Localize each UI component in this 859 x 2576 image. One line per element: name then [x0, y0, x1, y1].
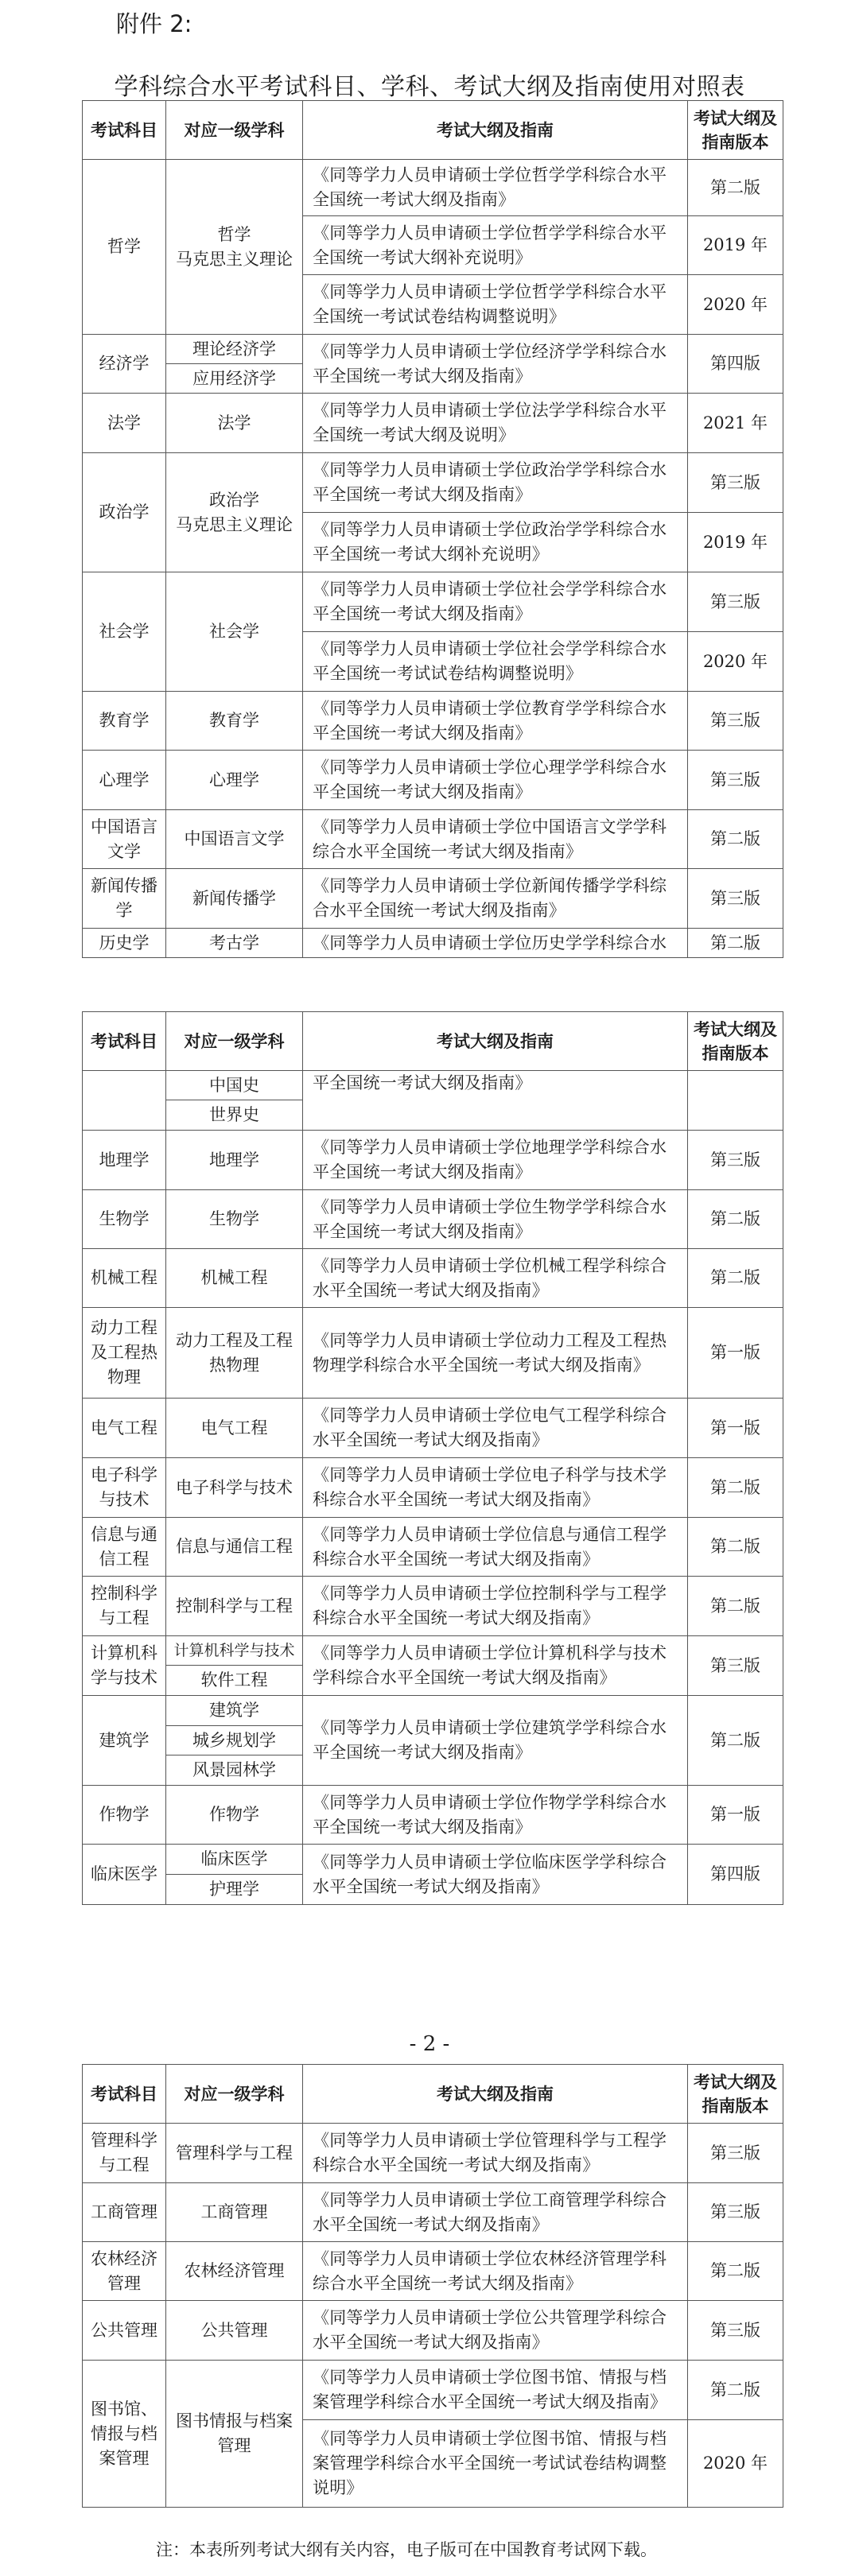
subject-cell: 建筑学 — [83, 1696, 166, 1786]
discipline-cell: 地理学 — [166, 1131, 303, 1190]
guide-cell: 《同等学力人员申请硕士学位历史学学科综合水 — [303, 929, 688, 958]
guide-cell: 《同等学力人员申请硕士学位哲学学科综合水平全国统一考试大纲补充说明》 — [303, 216, 688, 275]
subject-cell: 新闻传播 学 — [83, 869, 166, 929]
discipline-cell: 管理科学与工程 — [166, 2124, 303, 2183]
table-header-row — [83, 1012, 783, 1071]
version-cell: 第三版 — [688, 453, 783, 513]
version-cell: 第一版 — [688, 1308, 783, 1399]
discipline-cell: 心理学 — [166, 751, 303, 810]
guide-cell: 《同等学力人员申请硕士学位计算机科学与技术学科综合水平全国统一考试大纲及指南》 — [303, 1636, 688, 1696]
subject-cell: 临床医学 — [83, 1845, 166, 1905]
subject-cell: 电子科学 与技术 — [83, 1458, 166, 1518]
subject-cell: 心理学 — [83, 751, 166, 810]
subject-cell: 工商管理 — [83, 2183, 166, 2242]
guide-cell: 《同等学力人员申请硕士学位经济学学科综合水平全国统一考试大纲及指南》 — [303, 335, 688, 394]
guide-cell: 《同等学力人员申请硕士学位哲学学科综合水平全国统一考试试卷结构调整说明》 — [303, 275, 688, 335]
col-header-version: 考试大纲及指南版本 — [688, 2065, 783, 2124]
subject-cell: 图书馆、 情报与档 案管理 — [83, 2361, 166, 2508]
discipline-cell: 中国语言文学 — [166, 810, 303, 869]
version-cell: 2019 年 — [688, 216, 783, 275]
discipline-cell: 法学 — [166, 394, 303, 453]
subject-cell: 动力工程 及工程热 物理 — [83, 1308, 166, 1399]
subject-cell: 地理学 — [83, 1131, 166, 1190]
version-cell: 第二版 — [688, 2242, 783, 2301]
version-cell: 第四版 — [688, 1845, 783, 1905]
subject-cell: 农林经济 管理 — [83, 2242, 166, 2301]
discipline-cell: 农林经济管理 — [166, 2242, 303, 2301]
guide-cell: 《同等学力人员申请硕士学位电子科学与技术学科综合水平全国统一考试大纲及指南》 — [303, 1458, 688, 1518]
subject-cell: 哲学 — [83, 160, 166, 335]
table-header-row — [83, 101, 783, 160]
col-header-discipline: 对应一级学科 — [166, 101, 303, 160]
table-row — [83, 2183, 783, 2242]
subject-cell: 中国语言 文学 — [83, 810, 166, 869]
col-header-discipline: 对应一级学科 — [166, 2065, 303, 2124]
discipline-cell: 电气工程 — [166, 1399, 303, 1458]
col-header-subject: 考试科目 — [83, 1012, 166, 1071]
table-row — [83, 572, 783, 632]
discipline-cell: 软件工程 — [166, 1666, 303, 1696]
table-row — [83, 1636, 783, 1666]
table-row — [83, 160, 783, 216]
version-cell: 第二版 — [688, 1696, 783, 1786]
guide-cell: 《同等学力人员申请硕士学位机械工程学科综合水平全国统一考试大纲及指南》 — [303, 1249, 688, 1308]
table-row — [83, 1131, 783, 1190]
guide-cell: 《同等学力人员申请硕士学位控制科学与工程学科综合水平全国统一考试大纲及指南》 — [303, 1577, 688, 1636]
subject-cell: 电气工程 — [83, 1399, 166, 1458]
version-cell: 第二版 — [688, 1190, 783, 1249]
guide-cell: 《同等学力人员申请硕士学位动力工程及工程热物理学科综合水平全国统一考试大纲及指南》 — [303, 1308, 688, 1399]
version-cell: 第二版 — [688, 1249, 783, 1308]
version-cell: 2021 年 — [688, 394, 783, 453]
version-cell: 2020 年 — [688, 275, 783, 335]
guide-cell: 《同等学力人员申请硕士学位临床医学学科综合水平全国统一考试大纲及指南》 — [303, 1845, 688, 1905]
version-cell: 第三版 — [688, 572, 783, 632]
table-part-3 — [82, 2064, 783, 2508]
version-cell: 第二版 — [688, 160, 783, 216]
guide-cell: 《同等学力人员申请硕士学位图书馆、情报与档案管理学科综合水平全国统一考试大纲及指南》 — [303, 2361, 688, 2420]
discipline-cell: 建筑学 — [166, 1696, 303, 1726]
guide-cell: 《同等学力人员申请硕士学位心理学学科综合水平全国统一考试大纲及指南》 — [303, 751, 688, 810]
subject-cell: 教育学 — [83, 692, 166, 751]
table-header-row — [83, 2065, 783, 2124]
discipline-cell: 计算机科学与技术 — [166, 1636, 303, 1666]
table-row — [83, 869, 783, 929]
table-row — [83, 1577, 783, 1636]
guide-cell: 《同等学力人员申请硕士学位建筑学学科综合水平全国统一考试大纲及指南》 — [303, 1696, 688, 1786]
guide-cell: 《同等学力人员申请硕士学位工商管理学科综合水平全国统一考试大纲及指南》 — [303, 2183, 688, 2242]
subject-cell: 社会学 — [83, 572, 166, 692]
version-cell: 第三版 — [688, 2124, 783, 2183]
table-row — [83, 335, 783, 364]
version-cell: 第三版 — [688, 1131, 783, 1190]
table-row — [83, 1786, 783, 1845]
discipline-cell: 信息与通信工程 — [166, 1518, 303, 1577]
table-row — [83, 1399, 783, 1458]
subject-cell: 计算机科 学与技术 — [83, 1636, 166, 1696]
guide-cell: 《同等学力人员申请硕士学位社会学学科综合水平全国统一考试大纲及指南》 — [303, 572, 688, 632]
table-row — [83, 2242, 783, 2301]
version-cell — [688, 1071, 783, 1131]
guide-cell: 《同等学力人员申请硕士学位信息与通信工程学科综合水平全国统一考试大纲及指南》 — [303, 1518, 688, 1577]
col-header-guide: 考试大纲及指南 — [303, 1012, 688, 1071]
guide-cell: 《同等学力人员申请硕士学位教育学学科综合水平全国统一考试大纲及指南》 — [303, 692, 688, 751]
version-cell: 第三版 — [688, 2183, 783, 2242]
guide-cell: 《同等学力人员申请硕士学位公共管理学科综合水平全国统一考试大纲及指南》 — [303, 2301, 688, 2361]
guide-cell: 《同等学力人员申请硕士学位作物学学科综合水平全国统一考试大纲及指南》 — [303, 1786, 688, 1845]
discipline-cell: 风景园林学 — [166, 1755, 303, 1786]
version-cell: 2019 年 — [688, 513, 783, 572]
table-row — [83, 2361, 783, 2420]
discipline-cell: 公共管理 — [166, 2301, 303, 2361]
guide-cell: 《同等学力人员申请硕士学位法学学科综合水平全国统一考试大纲及说明》 — [303, 394, 688, 453]
discipline-cell: 考古学 — [166, 929, 303, 958]
discipline-cell: 图书情报与档案 管理 — [166, 2361, 303, 2508]
table-row — [83, 1696, 783, 1726]
col-header-subject: 考试科目 — [83, 101, 166, 160]
table-row — [83, 1071, 783, 1100]
table-row — [83, 1249, 783, 1308]
subject-cell: 公共管理 — [83, 2301, 166, 2361]
discipline-cell: 新闻传播学 — [166, 869, 303, 929]
guide-cell: 《同等学力人员申请硕士学位地理学学科综合水平全国统一考试大纲及指南》 — [303, 1131, 688, 1190]
discipline-cell: 动力工程及工程 热物理 — [166, 1308, 303, 1399]
discipline-cell: 哲学 马克思主义理论 — [166, 160, 303, 335]
table-row — [83, 810, 783, 869]
version-cell: 第一版 — [688, 1399, 783, 1458]
table-row — [83, 1190, 783, 1249]
table-row — [83, 1518, 783, 1577]
subject-cell — [83, 1071, 166, 1131]
version-cell: 第三版 — [688, 1636, 783, 1696]
discipline-cell: 世界史 — [166, 1100, 303, 1131]
version-cell: 第三版 — [688, 869, 783, 929]
table-part-2 — [82, 1011, 783, 1905]
col-header-subject: 考试科目 — [83, 2065, 166, 2124]
version-cell: 2020 年 — [688, 632, 783, 692]
version-cell: 第二版 — [688, 929, 783, 958]
discipline-cell: 教育学 — [166, 692, 303, 751]
subject-cell: 作物学 — [83, 1786, 166, 1845]
guide-cell: 《同等学力人员申请硕士学位哲学学科综合水平全国统一考试大纲及指南》 — [303, 160, 688, 216]
table-row — [83, 453, 783, 513]
discipline-cell: 中国史 — [166, 1071, 303, 1100]
discipline-cell: 机械工程 — [166, 1249, 303, 1308]
col-header-discipline: 对应一级学科 — [166, 1012, 303, 1071]
table-row — [83, 929, 783, 958]
version-cell: 2020 年 — [688, 2420, 783, 2508]
discipline-cell: 城乡规划学 — [166, 1726, 303, 1755]
discipline-cell: 生物学 — [166, 1190, 303, 1249]
guide-cell: 《同等学力人员申请硕士学位新闻传播学学科综合水平全国统一考试大纲及指南》 — [303, 869, 688, 929]
table-row — [83, 751, 783, 810]
table-part-1 — [82, 100, 783, 958]
version-cell: 第三版 — [688, 692, 783, 751]
discipline-cell: 临床医学 — [166, 1845, 303, 1875]
subject-cell: 控制科学 与工程 — [83, 1577, 166, 1636]
guide-cell: 《同等学力人员申请硕士学位电气工程学科综合水平全国统一考试大纲及指南》 — [303, 1399, 688, 1458]
col-header-version: 考试大纲及指南版本 — [688, 1012, 783, 1071]
footnote: 注：本表所列考试大纲有关内容，电子版可在中国教育考试网下载。 — [156, 2540, 657, 2559]
subject-cell: 信息与通 信工程 — [83, 1518, 166, 1577]
guide-cell: 《同等学力人员申请硕士学位图书馆、情报与档案管理学科综合水平全国统一考试试卷结构调整说明》 — [303, 2420, 688, 2508]
table-row — [83, 2301, 783, 2361]
discipline-cell: 理论经济学 — [166, 335, 303, 364]
table-row — [83, 1458, 783, 1518]
col-header-guide: 考试大纲及指南 — [303, 101, 688, 160]
guide-cell: 《同等学力人员申请硕士学位政治学学科综合水平全国统一考试大纲补充说明》 — [303, 513, 688, 572]
table-row — [83, 2124, 783, 2183]
subject-cell: 管理科学 与工程 — [83, 2124, 166, 2183]
discipline-cell: 政治学 马克思主义理论 — [166, 453, 303, 572]
discipline-cell: 控制科学与工程 — [166, 1577, 303, 1636]
discipline-cell: 工商管理 — [166, 2183, 303, 2242]
guide-cell: 《同等学力人员申请硕士学位中国语言文学学科综合水平全国统一考试大纲及指南》 — [303, 810, 688, 869]
version-cell: 第二版 — [688, 2361, 783, 2420]
attachment-label: 附件 2: — [116, 10, 192, 37]
version-cell: 第一版 — [688, 1786, 783, 1845]
discipline-cell: 电子科学与技术 — [166, 1458, 303, 1518]
version-cell: 第四版 — [688, 335, 783, 394]
subject-cell: 政治学 — [83, 453, 166, 572]
table-row — [83, 394, 783, 453]
subject-cell: 机械工程 — [83, 1249, 166, 1308]
table-row — [83, 1845, 783, 1875]
table-row — [83, 1308, 783, 1399]
version-cell: 第二版 — [688, 1458, 783, 1518]
discipline-cell: 应用经济学 — [166, 364, 303, 394]
subject-cell: 经济学 — [83, 335, 166, 394]
subject-cell: 生物学 — [83, 1190, 166, 1249]
page-number: - 2 - — [409, 2032, 450, 2056]
page-title: 学科综合水平考试科目、学科、考试大纲及指南使用对照表 — [114, 73, 745, 101]
guide-cell: 平全国统一考试大纲及指南》 — [303, 1071, 688, 1131]
discipline-cell: 护理学 — [166, 1875, 303, 1905]
guide-cell: 《同等学力人员申请硕士学位生物学学科综合水平全国统一考试大纲及指南》 — [303, 1190, 688, 1249]
discipline-cell: 社会学 — [166, 572, 303, 692]
guide-cell: 《同等学力人员申请硕士学位政治学学科综合水平全国统一考试大纲及指南》 — [303, 453, 688, 513]
version-cell: 第三版 — [688, 751, 783, 810]
discipline-cell: 作物学 — [166, 1786, 303, 1845]
col-header-version: 考试大纲及指南版本 — [688, 101, 783, 160]
version-cell: 第二版 — [688, 1577, 783, 1636]
version-cell: 第二版 — [688, 1518, 783, 1577]
guide-cell: 《同等学力人员申请硕士学位社会学学科综合水平全国统一考试试卷结构调整说明》 — [303, 632, 688, 692]
subject-cell: 法学 — [83, 394, 166, 453]
guide-cell: 《同等学力人员申请硕士学位农林经济管理学科综合水平全国统一考试大纲及指南》 — [303, 2242, 688, 2301]
table-row — [83, 692, 783, 751]
guide-cell: 《同等学力人员申请硕士学位管理科学与工程学科综合水平全国统一考试大纲及指南》 — [303, 2124, 688, 2183]
subject-cell: 历史学 — [83, 929, 166, 958]
version-cell: 第三版 — [688, 2301, 783, 2361]
col-header-guide: 考试大纲及指南 — [303, 2065, 688, 2124]
version-cell: 第二版 — [688, 810, 783, 869]
